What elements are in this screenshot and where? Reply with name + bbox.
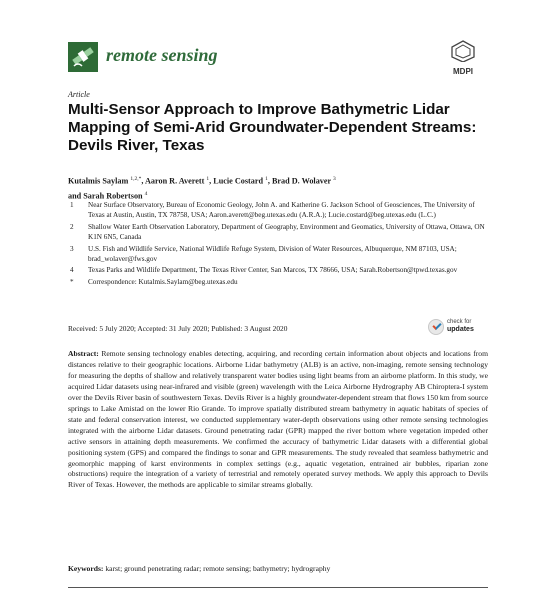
author-name: Brad D. Wolaver [271,176,331,186]
author-name: Lucie Costard [213,176,264,186]
publication-dates: Received: 5 July 2020; Accepted: 31 July 2020; Published: 3 August 2020 [68,324,288,333]
check-for-updates-line1: check for [447,319,472,325]
correspondence-marker: * [70,277,74,286]
affiliation-marker: 1 [70,201,74,209]
affiliation-marker: 2 [70,222,74,231]
affiliation-item [68,265,488,275]
correspondence-text: Correspondence: Kutalmis.Saylam@beg.utexas.edu [88,277,238,286]
publisher-label: MDPI [453,67,473,76]
author-affiliation-marker: 4 [144,190,148,197]
abstract-text: Remote sensing technology enables detecting, acquiring, and recording certain information about objects and locations from distances relative to their geographic locations. Airborne Lidar bathymetry (ALB) is an active, non-imaging, remote sensing technology for measuring the depths of shallow and relatively transparent water bodies using light beams from an airborne platform. In this study, we acquired Lidar datasets using near-infrared and visible (green) wavelength with the Leica Airborne Hydrography AB Chiroptera-I system over the Devils River basin of southwestern Texas. Devils River is a highly groundwater-dependent stream that flows 150 km from source springs to Lake Amistad on the lower Rio Grande. To improve spatially distributed stream bathymetry in aquatic habitats of species of state and federal conservation interest, we conducted supplementary water-depth observations using other remote sensing technologies integrated with the airborne Lidar datasets. Ground penetrating radar (GPR) mapped the river bottom where vegetation impeded other active sensors in attaining depth measurements. We confirmed the accuracy of bathymetric Lidar datasets with a differential global positioning system (GPS) and compared the findings to sonar and GPR measurements. The study revealed that seamless bathymetric and geomorphic mapping of karst environments in complex settings (e.g., aquatic vegetation, entrained air bubbles, riparian zone obstructions) require the integration of a variety of terrestrial and remotely operated survey methods. We apply this approach to Devils River of Texas. However, the methods are applicable to similar streams globally. [68,349,488,490]
abstract-label: Abstract: [68,349,99,358]
keywords [68,563,488,574]
correspondence-item [68,277,488,287]
affiliation-text: U.S. Fish and Wildlife Service, National Wildlife Refuge System, Division of Water Resources, Albuquerque, NM 87103, USA; brad_wolaver@fws.gov [88,244,457,264]
author-name: Aaron R. Averett [144,176,205,186]
publisher-logo [448,40,478,76]
article-type: Article [68,90,90,99]
author-name: Kutalmis Saylam [68,176,129,186]
affiliation-list [68,200,488,288]
affiliation-marker: 3 [70,244,74,253]
article-title: Multi-Sensor Approach to Improve Bathymetric Lidar Mapping of Semi-Arid Groundwater-Dependent Streams: Devils River, Texas [68,101,477,154]
check-for-updates-badge[interactable] [428,318,488,338]
divider [68,587,488,588]
check-for-updates-icon [428,319,444,335]
affiliation-text: Shallow Water Earth Observation Laboratory, Department of Geography, Environment and Geomatics, University of Ottawa, Ottawa, ON K1N 6N5, Canada [88,222,485,242]
journal-name: remote sensing [106,45,218,65]
author-affiliation-marker: 1 [206,176,210,182]
author-name: Sarah Robertson [83,191,143,201]
keywords-label: Keywords: [68,564,104,573]
journal-header [68,42,488,78]
affiliation-text: Texas Parks and Wildlife Department, The Texas River Center, San Marcos, TX 78666, USA; Sarah.Robertson@tpwd.texas.gov [88,266,458,275]
check-for-updates-line2: updates [447,326,474,333]
author-list: Kutalmis Saylam $^{1,2,*}$, Aaron R. Averett $^1$, Lucie Costard $^1$, Brad D. Wolaver $^3$ and Sarah Robertson $^4$ [68,176,336,201]
affiliation-text: Near Surface Observatory, Bureau of Economic Geology, John A. and Katherine G. Jackson School of Geosciences, The University of Texas at Austin, Austin, TX 78758, USA; Aaron.averett@beg.utexas.edu (A.R.A.); Lucie.costard@beg.utexas.edu (L.C.) [88,201,475,220]
check-for-updates-label [447,319,474,334]
affiliation-item [68,222,488,243]
author-affiliation-marker: 1 [265,176,268,182]
affiliation-marker: 4 [70,266,74,275]
affiliation-item [68,200,488,221]
satellite-icon [68,42,98,72]
author-affiliation-marker: 3 [333,176,336,182]
keywords-text: karst; ground penetrating radar; remote sensing; bathymetry; hydrography [105,564,331,573]
mdpi-logo-icon [450,40,476,62]
author-affiliation-marker: 1,2,* [130,176,142,182]
affiliation-item [68,244,488,265]
abstract [68,349,488,491]
